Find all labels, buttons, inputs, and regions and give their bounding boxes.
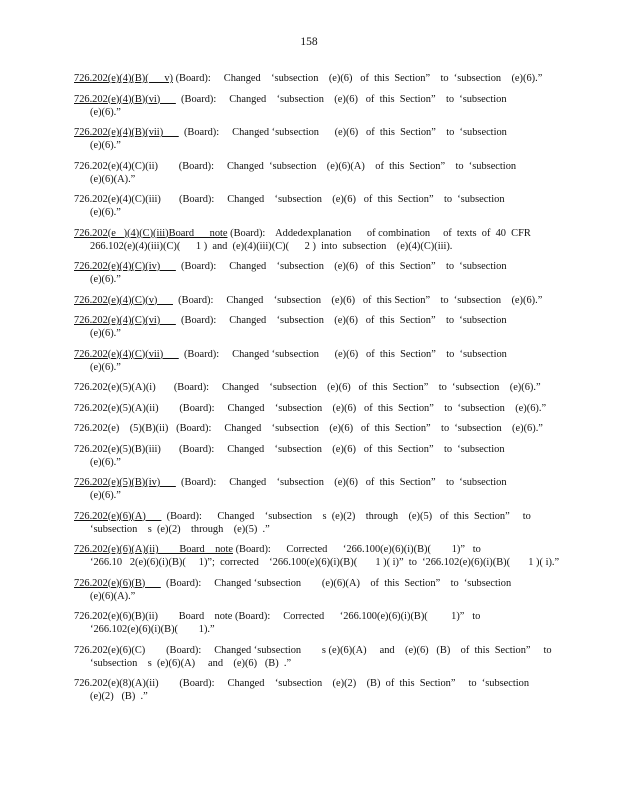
change-description-continued: ‘subsection s (e)(2) through (e)(5) .” [90,523,270,535]
section-reference: 726.202(e)(4)(C)(iii) [74,194,161,205]
change-description: (Board): Changed ‘subsection (e)(6) of this Section” to ‘subsection [160,194,505,205]
section-reference: 726.202(e)(4)(C)(vi) [74,315,176,326]
section-reference: 726.202(e)(6)(B)(ii) [74,611,158,622]
change-description: (Board): Changed ‘subsection s (e)(6)(A) and (e)(6) (B) of this Section” to [145,644,552,656]
change-description-continued: (e)(6).” [90,456,121,468]
section-reference: 726.202(e)(4)(B)(vi) [74,93,176,105]
entry-first-line [74,160,544,173]
section-reference: 726.202(e)(4)(B)( v) [74,73,173,84]
entry-first-line [74,422,544,435]
change-description: (Board): Changed ‘subsection (e)(6) of this Section” to ‘subsection [175,315,507,326]
entry-first-line [74,644,552,657]
entry-first-line [74,260,544,273]
entry-first-line [74,72,544,85]
entry-first-line [74,610,544,623]
change-description-continued: (e)(6)(A).” [90,590,136,602]
change-description-continued: ‘subsection s (e)(6)(A) and (e)(6) (B) .” [90,657,292,669]
entry-first-line [74,348,544,361]
change-description: (Board): Changed ‘subsection (e)(6) of this Section” to ‘subsection (e)(6).” [168,423,543,434]
entry-first-line [74,476,544,489]
entry-first-line [74,577,544,590]
amendment-entry [74,160,544,186]
change-description: (Board): Changed ‘subsection s (e)(2) through (e)(5) of this Section” to [161,510,531,522]
amendment-entry [74,610,544,636]
change-description: (Board): Changed ‘subsection (e)(6) of this Section” to ‘subsection [175,477,507,488]
entry-first-line [74,227,544,240]
entry-first-line [74,294,544,307]
section-reference: 726.202(e)(4)(C)(v) [74,294,173,306]
change-description-continued: (e)(2) (B) .” [90,691,148,702]
amendment-entry [74,227,544,253]
section-reference: 726.202(e)(5)(A)(i) [74,382,156,393]
amendment-entry [74,348,544,374]
change-description-continued: (e)(6).” [90,140,121,151]
amendment-entry [74,510,544,536]
page-number: 158 [300,36,318,48]
change-description: (Board): Changed ‘subsection (e)(6) of this Section” to ‘subsection [175,93,507,105]
section-reference: 726.202(e)(5)(A)(ii) [74,402,159,414]
entry-first-line [74,126,544,139]
amendment-entry [74,476,544,502]
entry-first-line [74,381,544,394]
amendment-entry [74,126,544,152]
section-reference: 726.202(e)(4)(C)(vii) [74,348,179,360]
section-reference: 726.202(e )(4)(C)(iii)Board note [74,227,228,239]
section-reference: 726.202(e) (5)(B)(ii) [74,423,169,434]
change-description-continued: (e)(6).” [90,106,121,118]
section-reference: 726.202(e)(5)(B)(iii) [74,443,161,455]
change-description-continued: (e)(6).” [90,328,121,339]
entry-first-line [74,314,544,327]
amendment-entry [74,294,544,307]
section-reference: 726.202(e)(4)(B)(vii) [74,127,179,138]
amendment-entry [74,381,544,394]
section-reference: 726.202(e)(6)(B) [74,577,161,589]
change-description: (Board): Corrected ‘266.100(e)(6)(i)(B)( 1)” to [233,544,481,555]
change-description-continued: 266.102(e)(4)(iii)(C)( 1 ) and (e)(4)(iii)(C)( 2 ) into subsection (e)(4)(C)(iii). [90,240,453,252]
change-description-continued: (e)(6).” [90,274,121,285]
section-reference: 726.202(e)(8)(A)(ii) [74,678,159,689]
section-reference: 726.202(e)(4)(C)(iv) [74,261,176,272]
change-description: (Board): Changed ‘subsection (e)(6) of this Section” to ‘subsection [175,261,507,272]
entry-first-line [74,402,547,415]
section-reference: 726.202(e)(6)(C) [74,644,146,656]
change-description: (Board): Changed ‘subsection (e)(6) of this Section” to ‘subsection [160,443,505,455]
amendment-entry [74,193,544,219]
amendment-entry [74,543,560,569]
change-description-continued: ‘266.102(e)(6)(i)(B)( 1).” [90,624,215,635]
change-description-continued: (e)(6)(A).” [90,173,136,185]
amendment-entry [74,72,544,85]
entry-first-line [74,193,544,206]
entry-first-line [74,543,544,556]
change-description: (Board): Changed ‘subsection (e)(6) of this Section” to ‘subsection (e)(6).” [158,402,547,414]
change-description: Board note (Board): Corrected ‘266.100(e)(6)(i)(B)( 1)” to [157,611,481,622]
entry-first-line [74,443,544,456]
amendment-list [74,72,560,711]
change-description: (Board): Changed ‘subsection (e)(6) of this Section” to ‘subsection (e)(6).” [172,294,543,306]
amendment-entry [74,314,544,340]
change-description: (Board): Changed ‘subsection (e)(6) of this Section” to ‘subsection [178,348,507,360]
change-description: (Board): Changed ‘subsection (e)(6)(A) of this Section” to ‘subsection [157,160,517,172]
section-reference: 726.202(e)(4)(C)(ii) [74,160,158,172]
amendment-entry [74,644,552,670]
entry-first-line [74,93,544,106]
change-description: (Board): Changed ‘subsection (e)(6) of this Section” to ‘subsection [178,127,507,138]
change-description: (Board): Changed ‘subsection (e)(6) of this Section” to ‘subsection (e)(6).” [172,73,543,84]
amendment-entry [74,402,547,415]
change-description: (Board): Changed ‘subsection (e)(2) (B) of this Section” to ‘subsection [158,678,530,689]
entry-first-line [74,510,544,523]
amendment-entry [74,260,544,286]
change-description-continued: (e)(6).” [90,207,121,218]
section-reference: 726.202(e)(5)(B)(iv) [74,477,176,488]
change-description-continued: ‘266.10 2(e)(6)(i)(B)( 1)”; corrected ‘266.100(e)(6)(i)(B)( 1 )( i)” to ‘266.102(e)(6)(i)(B)( 1 )( i).” [90,557,560,568]
amendment-entry [74,443,544,469]
entry-first-line [74,677,544,690]
change-description: (Board): Changed ‘subsection (e)(6) of this Section” to ‘subsection (e)(6).” [155,382,541,393]
amendment-entry [74,577,544,603]
section-reference: 726.202(e)(6)(A) [74,510,162,522]
amendment-entry [74,422,544,435]
change-description-continued: (e)(6).” [90,490,121,501]
change-description-continued: (e)(6).” [90,361,121,373]
amendment-entry [74,93,544,119]
change-description: (Board): Addedexplanation of combination of texts of 40 CFR [227,227,531,239]
amendment-entry [74,677,544,703]
section-reference: 726.202(e)(6)(A)(ii) Board note [74,544,233,555]
change-description: (Board): Changed ‘subsection (e)(6)(A) of this Section” to ‘subsection [160,577,512,589]
